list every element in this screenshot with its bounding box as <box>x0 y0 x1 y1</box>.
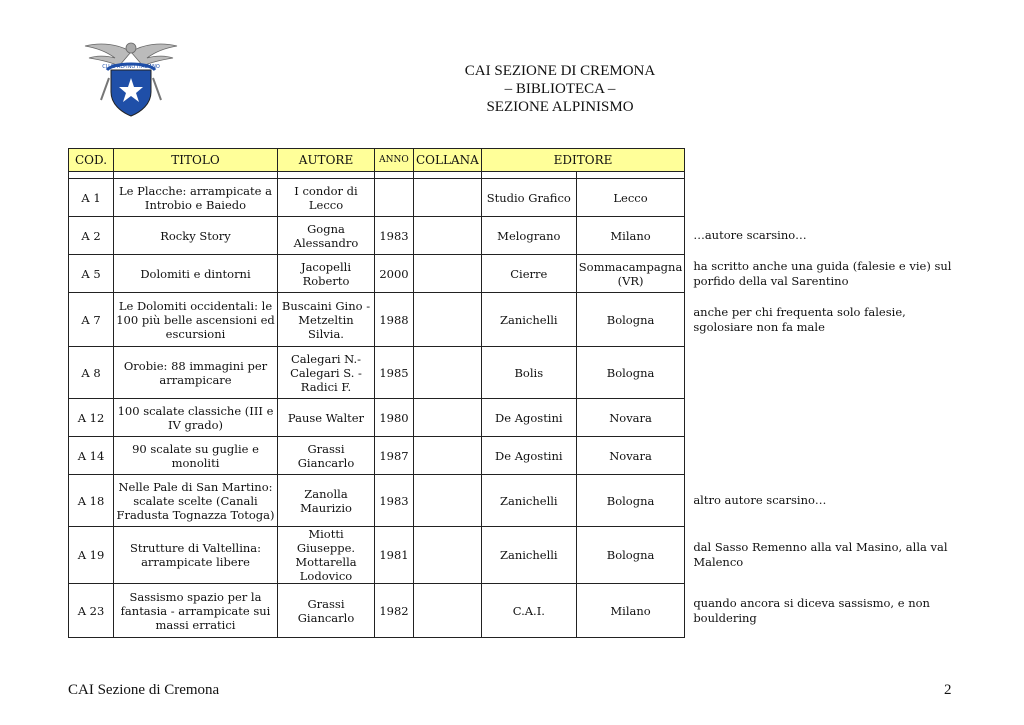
cai-logo <box>83 38 179 120</box>
cell-autore: Jacopelli Roberto <box>278 255 375 293</box>
header-subtitle: – BIBLIOTECA – <box>504 81 616 97</box>
cell-editore: Zanichelli <box>481 293 576 347</box>
table-row <box>69 255 971 293</box>
cell-note <box>685 399 971 437</box>
cell-autore: Zanolla Maurizio <box>278 475 375 527</box>
cell-cod: A 18 <box>69 475 114 527</box>
page-number: 2 <box>944 682 952 698</box>
table-header-row <box>69 149 971 172</box>
cell-note: altro autore scarsino… <box>693 493 827 507</box>
logo-text: CLUB ALPINO ITALIANO <box>102 64 160 70</box>
footer-text: CAI Sezione di Cremona <box>68 682 220 698</box>
cell-cod: A 19 <box>69 527 114 584</box>
cell-note <box>685 179 971 217</box>
table-row <box>69 475 971 527</box>
col-header-titolo: TITOLO <box>114 149 278 172</box>
cell-collana <box>414 179 482 217</box>
cell-autore: Pause Walter <box>278 399 375 437</box>
cell-titolo: Strutture di Valtellina: arrampicate libere <box>114 527 278 584</box>
cell-anno: 1983 <box>375 475 414 527</box>
eagle-wing-left-icon <box>85 44 131 66</box>
cell-luogo: Novara <box>576 399 685 437</box>
cell-collana <box>414 527 482 584</box>
cell-titolo: Le Dolomiti occidentali: le 100 più belle ascensioni ed escursioni <box>114 293 278 347</box>
cell-collana <box>414 293 482 347</box>
cell-cod: A 14 <box>69 437 114 475</box>
cell-cod: A 2 <box>69 217 114 255</box>
cell-luogo: Milano <box>576 217 685 255</box>
cell-autore: Calegari N.- Calegari S. - Radici F. <box>278 347 375 399</box>
cell-luogo: Bologna <box>576 475 685 527</box>
cell-titolo: Orobie: 88 immagini per arrampicare <box>114 347 278 399</box>
cell-anno: 1983 <box>375 217 414 255</box>
table-row <box>69 217 971 255</box>
table-row <box>69 179 971 217</box>
cell-collana <box>414 437 482 475</box>
cell-collana <box>414 255 482 293</box>
cell-cod: A 1 <box>69 179 114 217</box>
cell-titolo: Rocky Story <box>114 217 278 255</box>
catalog-rows <box>69 179 971 638</box>
cell-autore: Miotti Giuseppe. Mottarella Lodovico <box>278 527 375 584</box>
cell-collana <box>414 399 482 437</box>
cell-editore: Melograno <box>481 217 576 255</box>
document-header <box>400 62 720 116</box>
cell-autore: Gogna Alessandro <box>278 217 375 255</box>
col-header-collana: COLLANA <box>414 149 482 172</box>
cell-cod: A 23 <box>69 584 114 638</box>
cell-titolo: Le Placche: arrampicate a Introbio e Baiedo <box>114 179 278 217</box>
cell-collana <box>414 475 482 527</box>
cell-anno: 1981 <box>375 527 414 584</box>
cell-autore: I condor di Lecco <box>278 179 375 217</box>
cell-note: …autore scarsino… <box>693 228 807 242</box>
cell-cod: A 7 <box>69 293 114 347</box>
cell-anno <box>375 179 414 217</box>
cell-note: anche per chi frequenta solo falesie, sgolosiare non fa male <box>693 304 906 334</box>
col-header-autore: AUTORE <box>278 149 375 172</box>
cell-editore: Zanichelli <box>481 475 576 527</box>
cell-anno: 1982 <box>375 584 414 638</box>
cell-note: ha scritto anche una guida (falesie e vie) sul porfido della val Sarentino <box>693 258 952 288</box>
cell-editore: De Agostini <box>481 399 576 437</box>
catalog-table <box>68 148 971 638</box>
cell-note: dal Sasso Remenno alla val Masino, alla val Malenco <box>693 540 948 569</box>
table-gap-row <box>69 172 971 179</box>
table-row <box>69 293 971 347</box>
cell-luogo: Bologna <box>576 293 685 347</box>
cell-editore: Studio Grafico <box>481 179 576 217</box>
cell-anno: 2000 <box>375 255 414 293</box>
cell-autore: Grassi Giancarlo <box>278 584 375 638</box>
cell-anno: 1980 <box>375 399 414 437</box>
cell-titolo: Sassismo spazio per la fantasia - arrampicate sui massi erratici <box>114 584 278 638</box>
cell-collana <box>414 347 482 399</box>
cell-editore: Zanichelli <box>481 527 576 584</box>
table-row <box>69 399 971 437</box>
cell-cod: A 5 <box>69 255 114 293</box>
cell-anno: 1988 <box>375 293 414 347</box>
cell-luogo: Novara <box>576 437 685 475</box>
cell-titolo: Dolomiti e dintorni <box>114 255 278 293</box>
header-section: SEZIONE ALPINISMO <box>486 99 634 115</box>
cell-titolo: 100 scalate classiche (III e IV grado) <box>114 399 278 437</box>
table-row <box>69 437 971 475</box>
table-row <box>69 527 971 584</box>
cell-titolo: 90 scalate su guglie e monoliti <box>114 437 278 475</box>
cell-collana <box>414 584 482 638</box>
col-header-cod: COD. <box>69 149 114 172</box>
notes-header-spacer <box>685 149 971 172</box>
cell-autore: Buscaini Gino - Metzeltin Silvia. <box>278 293 375 347</box>
cell-collana <box>414 217 482 255</box>
cell-titolo: Nelle Pale di San Martino: scalate scelte (Canali Fradusta Tognazza Totoga) <box>114 475 278 527</box>
table-row <box>69 584 971 638</box>
cell-note <box>685 347 971 399</box>
cell-autore: Grassi Giancarlo <box>278 437 375 475</box>
table-row <box>69 347 971 399</box>
col-header-editore: EDITORE <box>481 149 685 172</box>
cell-luogo: Bologna <box>576 347 685 399</box>
cell-note: quando ancora si diceva sassismo, e non bouldering <box>693 595 930 625</box>
col-header-anno: ANNO <box>375 149 414 172</box>
cell-note <box>685 437 971 475</box>
cell-editore: Bolis <box>481 347 576 399</box>
cell-editore: C.A.I. <box>481 584 576 638</box>
cell-luogo: Lecco <box>576 179 685 217</box>
cell-luogo: Bologna <box>576 527 685 584</box>
cell-cod: A 12 <box>69 399 114 437</box>
cell-anno: 1985 <box>375 347 414 399</box>
cell-editore: Cierre <box>481 255 576 293</box>
cell-luogo: Milano <box>576 584 685 638</box>
cell-cod: A 8 <box>69 347 114 399</box>
cell-editore: De Agostini <box>481 437 576 475</box>
header-title: CAI SEZIONE DI CREMONA <box>464 63 656 79</box>
cell-anno: 1987 <box>375 437 414 475</box>
cell-luogo: Sommacampagna (VR) <box>576 255 685 293</box>
eagle-wing-right-icon <box>131 44 177 66</box>
